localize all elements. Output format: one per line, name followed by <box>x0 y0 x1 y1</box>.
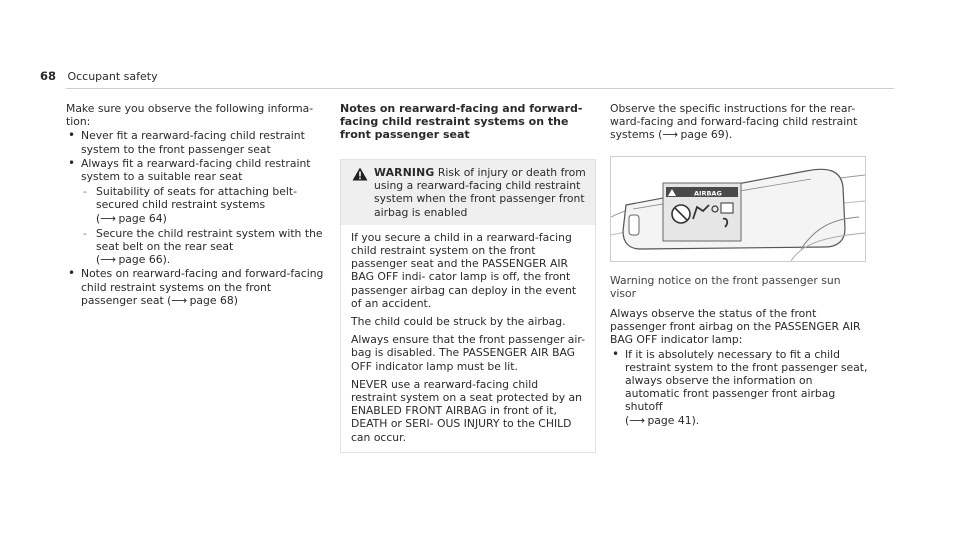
arrow-icon: ⟶ <box>100 253 115 267</box>
arrow-icon: ⟶ <box>171 293 187 307</box>
page-ref-link[interactable]: page 64) <box>118 211 167 225</box>
column-left <box>66 102 328 307</box>
warning-paragraph: NEVER use a rearward-facing child restraint system on a seat protected by an ENABLED FRONT AIRBAG in front of it, DEATH or SERI- OUS INJURY to the CHILD can occur. <box>351 377 582 444</box>
column-right <box>610 102 870 427</box>
warning-body <box>341 225 595 452</box>
image-caption: Warning notice on the front passenger sun visor <box>610 273 841 300</box>
list-item-text: Always fit a rearward-facing child restraint system to a suitable rear seat <box>81 156 311 184</box>
column-middle <box>340 102 594 453</box>
list-item-text: If it is absolutely necessary to fit a child restraint system to the front passenger seat, always observe the information on automatic front passenger front airbag shutoff <box>625 347 868 414</box>
arrow-icon: ⟶ <box>629 413 644 427</box>
instruction-list <box>610 348 870 427</box>
header-divider <box>66 88 894 89</box>
page-header <box>40 70 158 83</box>
page-ref-link[interactable]: page 66). <box>118 253 171 267</box>
warning-label: WARNING <box>374 166 435 179</box>
warning-paragraph: If you secure a child in a rearward-facing child restraint system on the front passenger seat and the PASSENGER AIR BAG OFF indi- cator lamp is off, the front passenger airbag can deploy in the event of an accident. <box>351 230 577 310</box>
list-item <box>66 157 328 267</box>
sub-item: - Suitability of seats for attaching belt- secured child restraint systems (⟶ page 64) <box>81 185 328 225</box>
intro-paragraph <box>610 102 870 142</box>
section-title: Occupant safety <box>67 70 158 83</box>
sun-visor-drawing <box>611 157 865 261</box>
warning-paragraph: Always ensure that the front passenger air- bag is disabled. The PASSENGER AIR BAG OFF indicator lamp must be lit. <box>351 333 585 373</box>
arrow-icon: ⟶ <box>100 211 115 225</box>
arrow-icon: ⟶ <box>662 128 678 142</box>
page-ref-link[interactable]: page 41). <box>647 413 700 427</box>
notes-heading: Notes on rearward-facing and forward-facing child restraint systems on the front passenger seat <box>340 102 583 141</box>
list-item-text: Notes on rearward-facing and forward-facing child restraint systems on the front passenger seat ( <box>81 267 324 307</box>
list-item: • If it is absolutely necessary to fit a child restraint system to the front passenger seat, always observe the information on automatic front passenger front airbag shutoff (⟶ page 41). <box>610 348 870 427</box>
warning-triangle-icon <box>352 167 368 181</box>
sub-item-text: Secure the child restraint system with the seat belt on the rear seat <box>96 226 323 254</box>
warning-header <box>341 160 595 225</box>
sun-visor-illustration <box>610 156 866 262</box>
intro-text: Observe the specific instructions for the rear- ward-facing and forward-facing child restraint systems ( <box>610 102 858 142</box>
warning-box <box>340 159 596 453</box>
warning-paragraph: The child could be struck by the airbag. <box>351 315 566 329</box>
sub-item: - Secure the child restraint system with the seat belt on the rear seat (⟶ page 66). <box>81 227 328 267</box>
sub-item-text: Suitability of seats for attaching belt- secured child restraint systems <box>96 185 297 212</box>
page-ref-link[interactable]: page 69). <box>680 128 733 142</box>
airbag-label: AIRBAG <box>694 189 722 198</box>
list-item <box>66 129 328 155</box>
page-number: 68 <box>40 69 57 83</box>
warning-summary: Risk of injury or death from using a rearward-facing child restraint system when the front passenger front airbag is enabled <box>374 166 586 219</box>
list-item-text: Never fit a rearward-facing child restraint system to the front passenger seat <box>81 129 305 156</box>
page-ref-link[interactable]: page 68) <box>189 293 238 307</box>
instruction-list <box>66 129 328 307</box>
intro-paragraph: Make sure you observe the following informa- tion: <box>66 102 314 129</box>
status-paragraph: Always observe the status of the front passenger front airbag on the PASSENGER AIR BAG OFF indicator lamp: <box>610 307 861 347</box>
list-item <box>66 267 328 307</box>
